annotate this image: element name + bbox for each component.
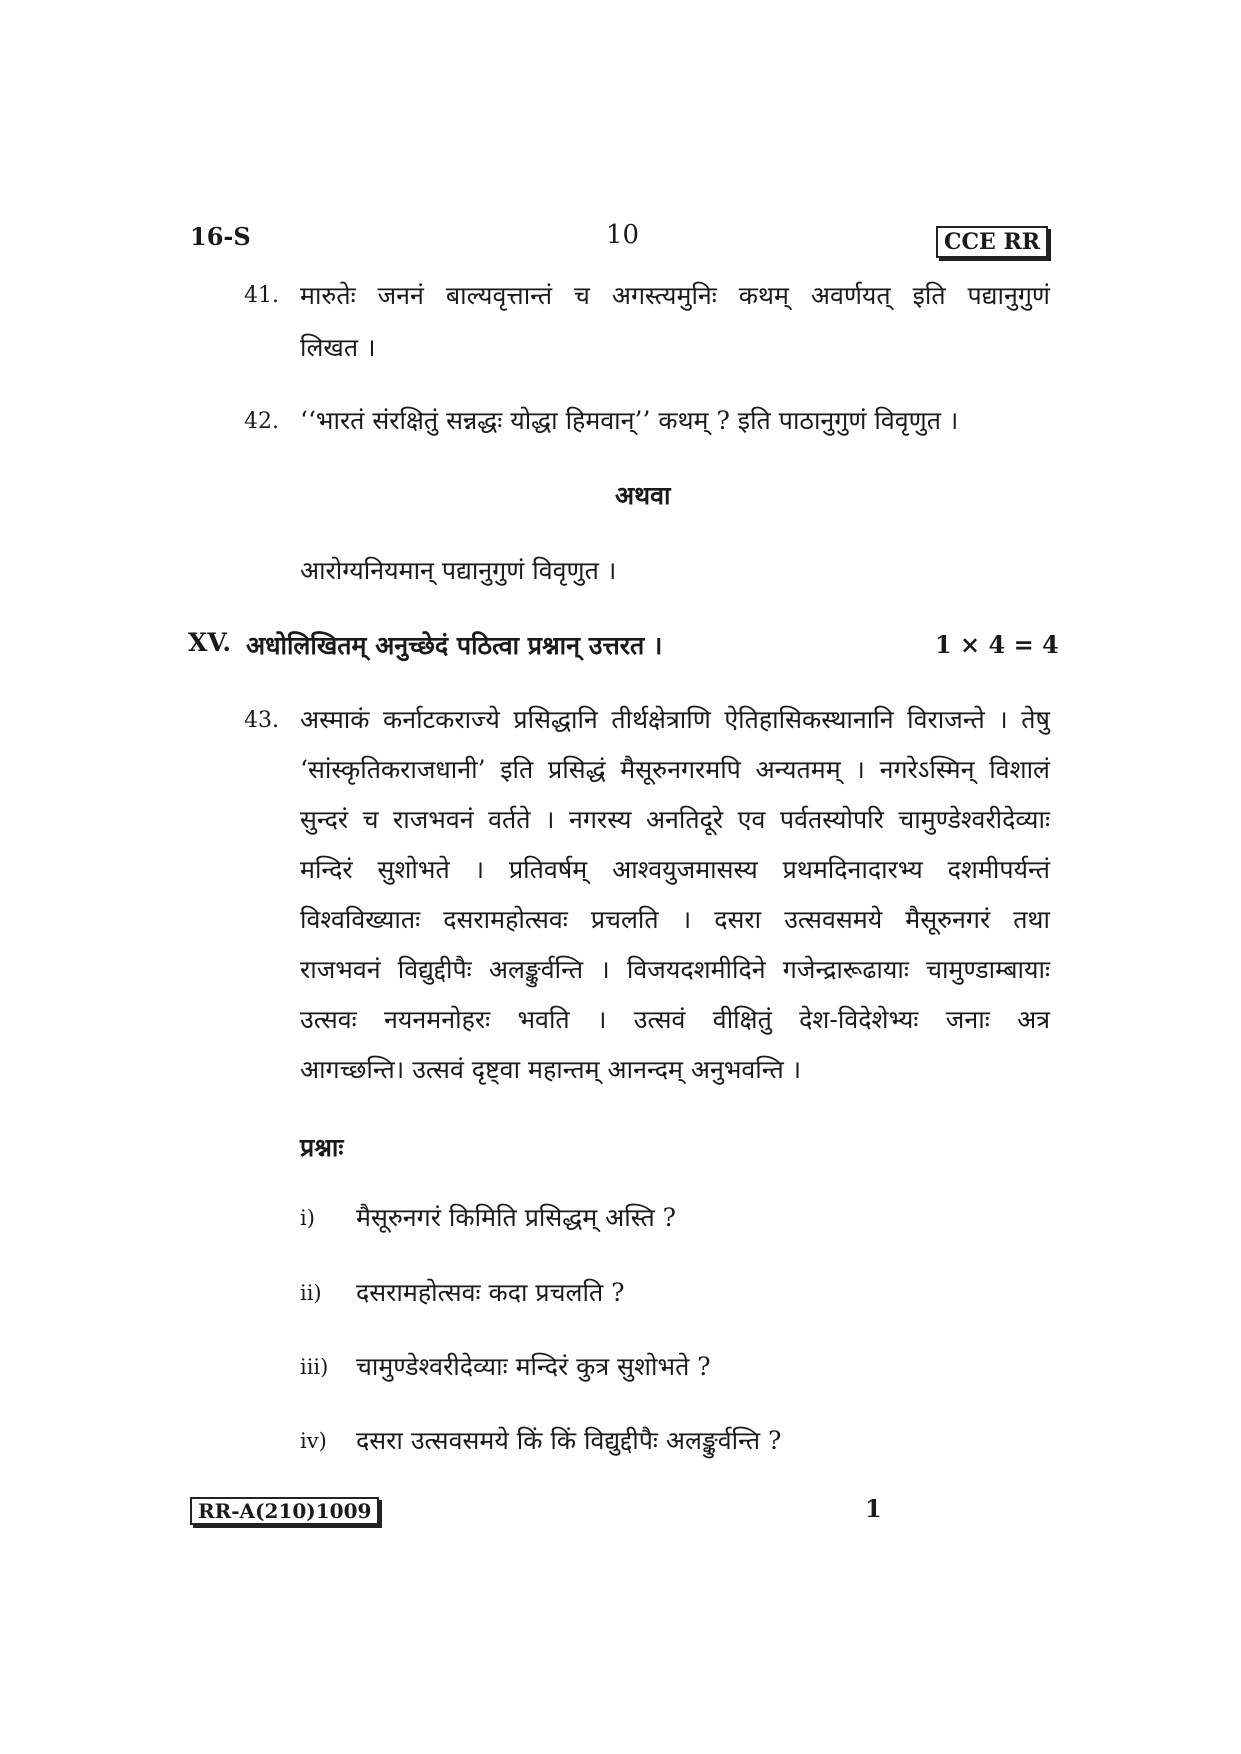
board-tag: CCE RR — [936, 226, 1048, 258]
sub-question-text: दसरा उत्सवसमये किं किं विद्युद्दीपैः अलङ्कुर्वन्ति ? — [356, 1426, 782, 1455]
q42-alt-text: आरोग्यनियमान् पद्यानुगुणं विवृणुत । — [300, 556, 617, 585]
footer-code: RR-A(210)1009 — [190, 1497, 379, 1525]
sub-question-number: iv) — [300, 1429, 327, 1453]
q42-text: ‘‘भारतं संरक्षितुं सन्नद्धः योद्धा हिमवान्’’ कथम् ? इति पाठानुगुणं विवृणुत । — [300, 406, 959, 435]
sub-question-text: मैसूरुनगरं किमिति प्रसिद्धम् अस्ति ? — [356, 1203, 677, 1232]
passage-line-last: आगच्छन्ति। उत्सवं दृष्ट्वा महान्तम् आनन्दम् अनुभवन्ति । — [300, 1055, 802, 1084]
passage-line: ‘सांस्कृतिकराजधानी’ इति प्रसिद्धं मैसूरुनगरमपि अन्यतमम् । नगरेऽस्मिन् विशालं — [300, 755, 1050, 784]
passage-line: उत्सवः नयनमनोहरः भवति । उत्सवं वीक्षितुं देश-विदेशेभ्यः जनाः अत्र — [300, 1005, 1050, 1034]
q43-number: 43. — [244, 708, 279, 733]
questions-heading: प्रश्नाः — [300, 1133, 344, 1162]
passage-line: मन्दिरं सुशोभते । प्रतिवर्षम् आश्वयुजमासस्य प्रथमदिनादारभ्य दशमीपर्यन्तं — [300, 855, 1050, 884]
passage-line: विश्वविख्यातः दसरामहोत्सवः प्रचलति । दसरा उत्सवसमये मैसूरुनगरं तथा — [300, 905, 1050, 934]
sub-question-number: iii) — [300, 1355, 329, 1379]
sub-question-text: चामुण्डेश्वरीदेव्याः मन्दिरं कुत्र सुशोभते ? — [356, 1352, 711, 1381]
sub-question-number: ii) — [300, 1281, 322, 1305]
or-label: अथवा — [615, 481, 671, 510]
page-number: 10 — [606, 220, 640, 250]
q41-number: 41. — [244, 283, 279, 308]
section-marks: 1 × 4 = 4 — [935, 630, 1059, 659]
sub-question-number: i) — [300, 1206, 315, 1230]
q42-number: 42. — [244, 409, 279, 434]
section-label: XV. — [188, 628, 232, 657]
q41-line2: लिखत । — [300, 333, 376, 362]
q41-line1: मारुतेः जननं बाल्यवृत्तान्तं च अगस्त्यमुनिः कथम् अवर्णयत् इति पद्यानुगुणं — [300, 281, 1050, 310]
paper-code: 16-S — [190, 222, 251, 251]
footer-number: 1 — [865, 1494, 882, 1523]
passage-line: अस्माकं कर्नाटकराज्ये प्रसिद्धानि तीर्थक्षेत्राणि ऐतिहासिकस्थानानि विराजन्ते । तेषु — [300, 705, 1050, 734]
section-title: अधोलिखितम् अनुच्छेदं पठित्वा प्रश्नान् उत्तरत । — [246, 631, 663, 660]
passage-line: सुन्दरं च राजभवनं वर्तते । नगरस्य अनतिदूरे एव पर्वतस्योपरि चामुण्डेश्वरीदेव्याः — [300, 805, 1050, 834]
passage-line: राजभवनं विद्युद्दीपैः अलङ्कुर्वन्ति । विजयदशमीदिने गजेन्द्रारूढायाः चामुण्डाम्बायाः — [300, 955, 1050, 984]
sub-question-text: दसरामहोत्सवः कदा प्रचलति ? — [356, 1278, 625, 1307]
